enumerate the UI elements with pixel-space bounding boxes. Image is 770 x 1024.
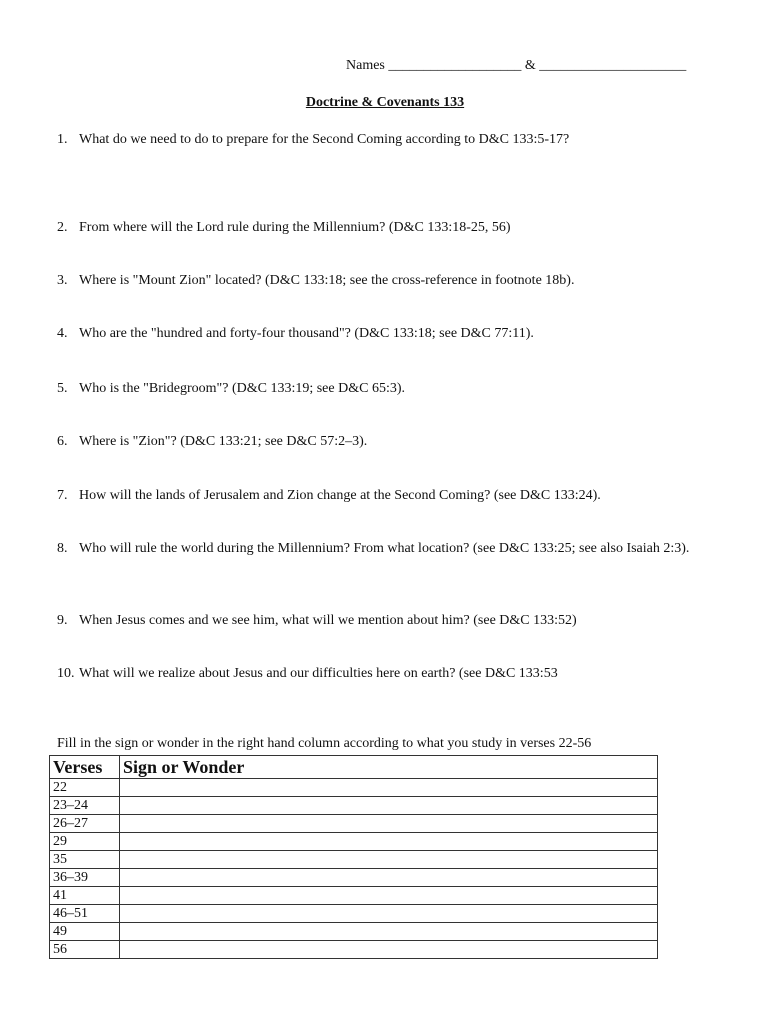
answer-cell[interactable] — [120, 779, 658, 797]
question-5 — [57, 380, 717, 398]
answer-cell[interactable] — [120, 833, 658, 851]
table-row — [50, 887, 658, 905]
table-instructions: Fill in the sign or wonder in the right hand column according to what you study in verses 22-56 — [57, 736, 592, 751]
table-row — [50, 797, 658, 815]
table-row — [50, 869, 658, 887]
question-7 — [57, 487, 717, 505]
answer-cell[interactable] — [120, 851, 658, 869]
table-header-row — [50, 756, 658, 779]
verse-cell: 41 — [50, 887, 120, 905]
names-line: Names ___________________ & _____________________ — [346, 58, 687, 73]
question-8 — [57, 540, 717, 558]
answer-cell[interactable] — [120, 941, 658, 959]
table-row — [50, 815, 658, 833]
verse-cell: 22 — [50, 779, 120, 797]
question-number: 7. — [57, 488, 68, 503]
question-number: 2. — [57, 220, 68, 235]
question-text: Where is "Zion"? (D&C 133:21; see D&C 57:2–3). — [79, 434, 368, 449]
question-number: 4. — [57, 326, 68, 341]
question-1 — [57, 131, 717, 149]
table-row — [50, 905, 658, 923]
question-text: Who are the "hundred and forty-four thousand"? (D&C 133:18; see D&C 77:11). — [79, 326, 534, 341]
table-row — [50, 779, 658, 797]
answer-cell[interactable] — [120, 923, 658, 941]
question-text: Who will rule the world during the Millennium? From what location? (see D&C 133:25; see also Isaiah 2:3). — [79, 541, 690, 556]
header-verses: Verses — [50, 756, 120, 779]
question-number: 1. — [57, 132, 68, 147]
question-text: Where is "Mount Zion" located? (D&C 133:18; see the cross-reference in footnote 18b). — [79, 273, 575, 288]
question-number: 8. — [57, 541, 68, 556]
question-10 — [57, 665, 717, 683]
table-row — [50, 851, 658, 869]
question-text: Who is the "Bridegroom"? (D&C 133:19; see D&C 65:3). — [79, 381, 405, 396]
question-4 — [57, 325, 717, 343]
question-text: From where will the Lord rule during the Millennium? (D&C 133:18-25, 56) — [79, 220, 511, 235]
question-text: What do we need to do to prepare for the Second Coming according to D&C 133:5-17? — [79, 132, 570, 147]
question-text: When Jesus comes and we see him, what will we mention about him? (see D&C 133:52) — [79, 613, 577, 628]
verse-cell: 49 — [50, 923, 120, 941]
answer-cell[interactable] — [120, 905, 658, 923]
question-text: What will we realize about Jesus and our difficulties here on earth? (see D&C 133:53 — [79, 666, 558, 681]
verse-cell: 36–39 — [50, 869, 120, 887]
question-9 — [57, 612, 717, 630]
table-row — [50, 923, 658, 941]
verse-cell: 26–27 — [50, 815, 120, 833]
question-number: 3. — [57, 273, 68, 288]
verse-cell: 29 — [50, 833, 120, 851]
verse-cell: 23–24 — [50, 797, 120, 815]
question-6 — [57, 433, 717, 451]
answer-cell[interactable] — [120, 887, 658, 905]
question-number: 9. — [57, 613, 68, 628]
verse-cell: 35 — [50, 851, 120, 869]
verse-cell: 56 — [50, 941, 120, 959]
table-row — [50, 833, 658, 851]
question-number: 6. — [57, 434, 68, 449]
question-3 — [57, 272, 717, 290]
signs-table — [49, 755, 658, 959]
question-2 — [57, 219, 717, 237]
answer-cell[interactable] — [120, 815, 658, 833]
answer-cell[interactable] — [120, 869, 658, 887]
page-title: Doctrine & Covenants 133 — [305, 95, 465, 110]
answer-cell[interactable] — [120, 797, 658, 815]
question-number: 5. — [57, 381, 68, 396]
header-sign-or-wonder: Sign or Wonder — [120, 756, 658, 779]
question-number: 10. — [57, 666, 75, 681]
verse-cell: 46–51 — [50, 905, 120, 923]
question-text: How will the lands of Jerusalem and Zion change at the Second Coming? (see D&C 133:24). — [79, 488, 601, 503]
table-row — [50, 941, 658, 959]
